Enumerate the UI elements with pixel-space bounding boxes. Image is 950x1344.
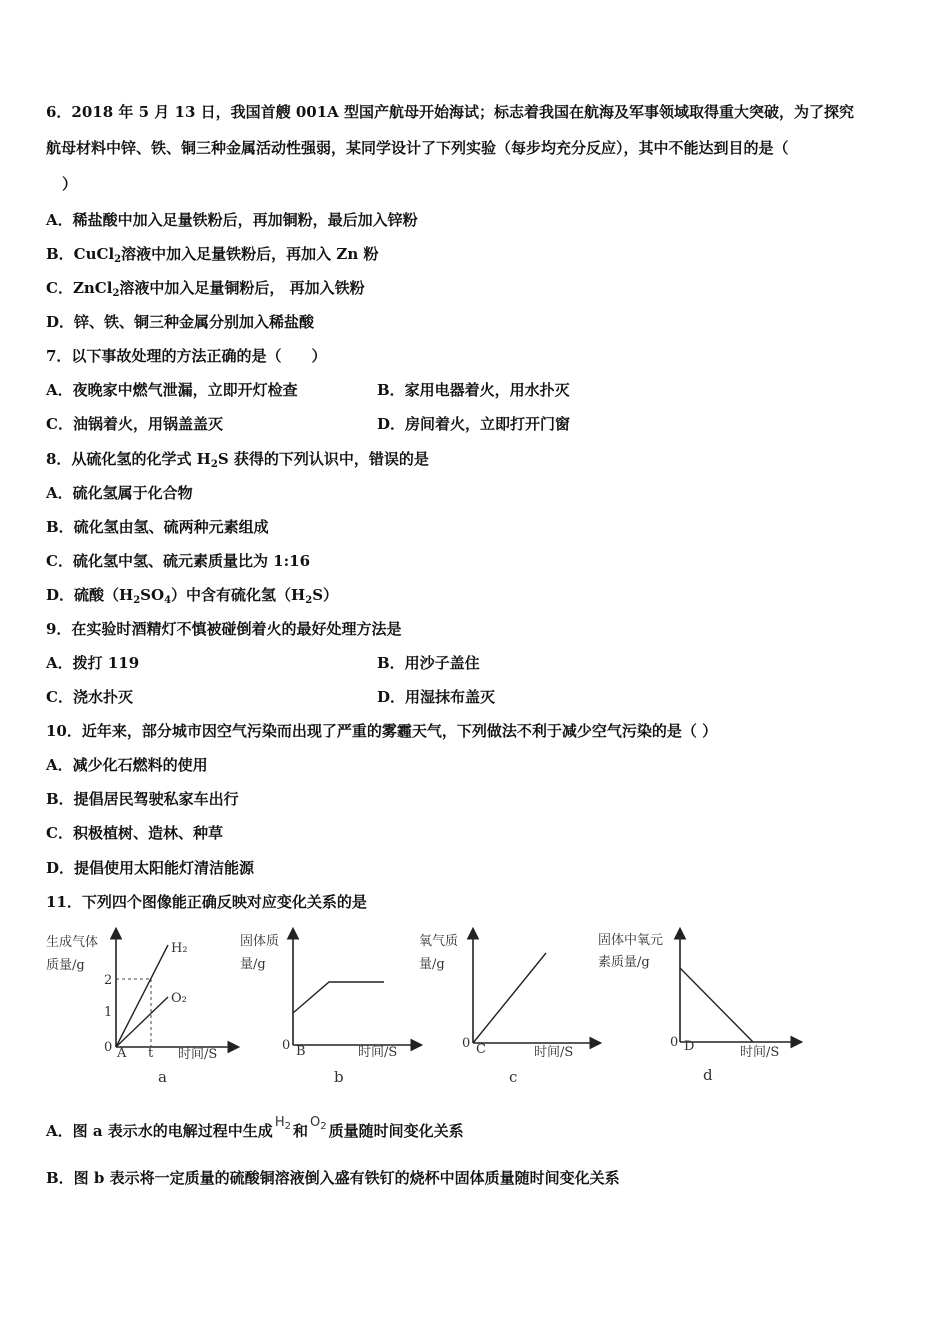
q8-d-post: S） — [312, 586, 339, 604]
graph-a-caption: a — [158, 1068, 167, 1086]
graph-a-origin: 0 — [104, 1040, 113, 1055]
graph-a-xlabel: 时间/S — [178, 1047, 218, 1062]
graph-c-origin-point: C — [476, 1042, 486, 1057]
q9-option-b[interactable]: B．用沙子盖住 — [377, 654, 480, 672]
q8-stem-pre: 8．从硫化氢的化学式 H — [46, 450, 211, 468]
q7-option-b[interactable]: B．家用电器着火，用水扑灭 — [377, 381, 570, 399]
q6-c-pre: C．ZnCl — [46, 279, 113, 297]
q8-option-c[interactable]: C．硫化氢中氢、硫元素质量比为 1:16 — [46, 552, 311, 570]
graph-c-ylabel-1: 氧气质 — [419, 934, 459, 949]
q7-option-a[interactable]: A．夜晚家中燃气泄漏，立即开灯检查 — [46, 381, 298, 399]
q8-d-sub1: 2 — [133, 595, 141, 606]
graph-b-xlabel: 时间/S — [358, 1045, 398, 1060]
q8-d-pre: D．硫酸（H — [46, 586, 134, 604]
graph-b-ylabel-1: 固体质 — [240, 934, 280, 949]
graph-d-origin-point: D — [684, 1039, 695, 1054]
q11-a-o-sub: 2 — [320, 1121, 327, 1132]
q8-option-d[interactable] — [46, 585, 338, 605]
q9-option-c[interactable]: C．浇水扑灭 — [46, 688, 133, 706]
q6-option-d[interactable]: D．锌、铁、铜三种金属分别加入稀盐酸 — [46, 313, 315, 331]
graph-b-caption: b — [334, 1068, 344, 1086]
q8-d-sub3: 2 — [305, 595, 313, 606]
graph-c-origin: 0 — [462, 1036, 471, 1051]
q10-stem: 10．近年来，部分城市因空气污染而出现了严重的雾霾天气，下列做法不利于减少空气污染的是（ ） — [46, 722, 718, 740]
graph-b-ylabel-2: 量/g — [240, 957, 266, 972]
graph-d — [598, 930, 800, 1084]
q8-d-mid1: SO — [140, 586, 165, 604]
q10-option-a[interactable]: A．减少化石燃料的使用 — [46, 756, 208, 774]
q7-option-d[interactable]: D．房间着火，立即打开门窗 — [377, 415, 571, 433]
graph-b-line — [293, 982, 384, 1013]
q11-option-a[interactable] — [46, 1115, 464, 1143]
q6-stem-line3: ） — [62, 175, 78, 193]
q7-stem: 7．以下事故处理的方法正确的是（ ） — [46, 347, 327, 365]
q10-option-b[interactable]: B．提倡居民驾驶私家车出行 — [46, 790, 239, 808]
q6-c-sub: 2 — [112, 288, 120, 299]
q11-a-and: 和 — [292, 1122, 308, 1140]
graph-a-ytick-1: 1 — [104, 1005, 113, 1020]
q6-b-pre: B．CuCl — [46, 245, 115, 263]
graph-c-xlabel: 时间/S — [534, 1045, 574, 1060]
graph-d-origin: 0 — [670, 1035, 679, 1050]
graph-c-caption: c — [509, 1068, 518, 1086]
q11-stem: 11．下列四个图像能正确反映对应变化关系的是 — [46, 893, 367, 911]
q8-stem-sub: 2 — [210, 459, 218, 470]
q9-stem: 9．在实验时酒精灯不慎被碰倒着火的最好处理方法是 — [46, 620, 402, 638]
graph-c-ylabel-2: 量/g — [419, 957, 445, 972]
q6-option-c[interactable] — [46, 278, 365, 298]
q11-option-b[interactable]: B．图 b 表示将一定质量的硫酸铜溶液倒入盛有铁钉的烧杯中固体质量随时间变化关系 — [46, 1169, 620, 1187]
q9-option-d[interactable]: D．用湿抹布盖灭 — [377, 688, 496, 706]
graph-b-origin: 0 — [282, 1038, 291, 1053]
graph-a-ylabel-1: 生成气体 — [46, 935, 99, 950]
q8-option-a[interactable]: A．硫化氢属于化合物 — [46, 484, 193, 502]
q6-stem-line1: 6．2018 年 5 月 13 日，我国首艘 001A 型国产航母开始海试；标志着我国在航海及军事领域取得重大突破，为了探究 — [46, 103, 855, 121]
q11-a-o2 — [310, 1115, 327, 1130]
q6-stem-line2: 航母材料中锌、铁、铜三种金属活动性强弱，某同学设计了下列实验（每步均充分反应），其中不能达到目的是（ — [46, 139, 789, 157]
graph-a-origin-point: A — [117, 1046, 127, 1061]
graph-a-series-h2-label: H₂ — [171, 941, 188, 956]
q11-a-o: O — [309, 1115, 321, 1130]
q8-d-mid2: ）中含有硫化氢（H — [171, 586, 306, 604]
q11-a-h: H — [274, 1115, 285, 1130]
graph-c — [419, 930, 599, 1086]
graph-d-line — [680, 968, 753, 1042]
graph-b-origin-point: B — [296, 1044, 306, 1059]
q11-a-h2 — [275, 1115, 291, 1130]
q6-c-post: 溶液中加入足量铜粉后， 再加入铁粉 — [119, 279, 365, 297]
graph-a-line-h2 — [116, 945, 168, 1047]
q9-option-a[interactable]: A．拨打 119 — [46, 654, 140, 672]
q8-stem — [46, 449, 429, 469]
graph-a-series-o2-label: O₂ — [171, 991, 187, 1006]
graph-d-ylabel-2: 素质量/g — [598, 955, 650, 970]
graph-d-ylabel-1: 固体中氧元 — [598, 933, 664, 948]
graph-a-line-o2 — [116, 997, 168, 1047]
q11-graphs — [0, 920, 950, 1095]
q8-stem-post: S 获得的下列认识中，错误的是 — [217, 450, 429, 468]
q6-option-b[interactable] — [46, 244, 378, 264]
q8-d-sub2: 4 — [164, 595, 172, 606]
graph-c-line — [473, 953, 546, 1043]
graph-a-ytick-2: 2 — [104, 973, 113, 988]
q11-a-h-sub: 2 — [284, 1121, 291, 1132]
q6-b-sub: 2 — [114, 254, 122, 265]
graph-d-caption: d — [703, 1066, 713, 1084]
q6-b-post: 溶液中加入足量铁粉后，再加入 Zn 粉 — [121, 245, 379, 263]
graph-d-xlabel: 时间/S — [740, 1045, 780, 1060]
q10-option-c[interactable]: C．积极植树、造林、种草 — [46, 824, 223, 842]
q10-option-d[interactable]: D．提倡使用太阳能灯清洁能源 — [46, 859, 255, 877]
q11-a-post: 质量随时间变化关系 — [328, 1122, 464, 1140]
q11-a-pre: A．图 a 表示水的电解过程中生成 — [46, 1122, 273, 1140]
q8-option-b[interactable]: B．硫化氢由氢、硫两种元素组成 — [46, 518, 269, 536]
graph-b — [240, 930, 420, 1086]
q6-option-a[interactable]: A．稀盐酸中加入足量铁粉后，再加铜粉，最后加入锌粉 — [46, 211, 418, 229]
q7-option-c[interactable]: C．油锅着火，用锅盖盖灭 — [46, 415, 223, 433]
graph-a-xtick-t: t — [148, 1046, 154, 1061]
graph-a — [46, 930, 237, 1086]
graph-a-ylabel-2: 质量/g — [46, 958, 85, 973]
